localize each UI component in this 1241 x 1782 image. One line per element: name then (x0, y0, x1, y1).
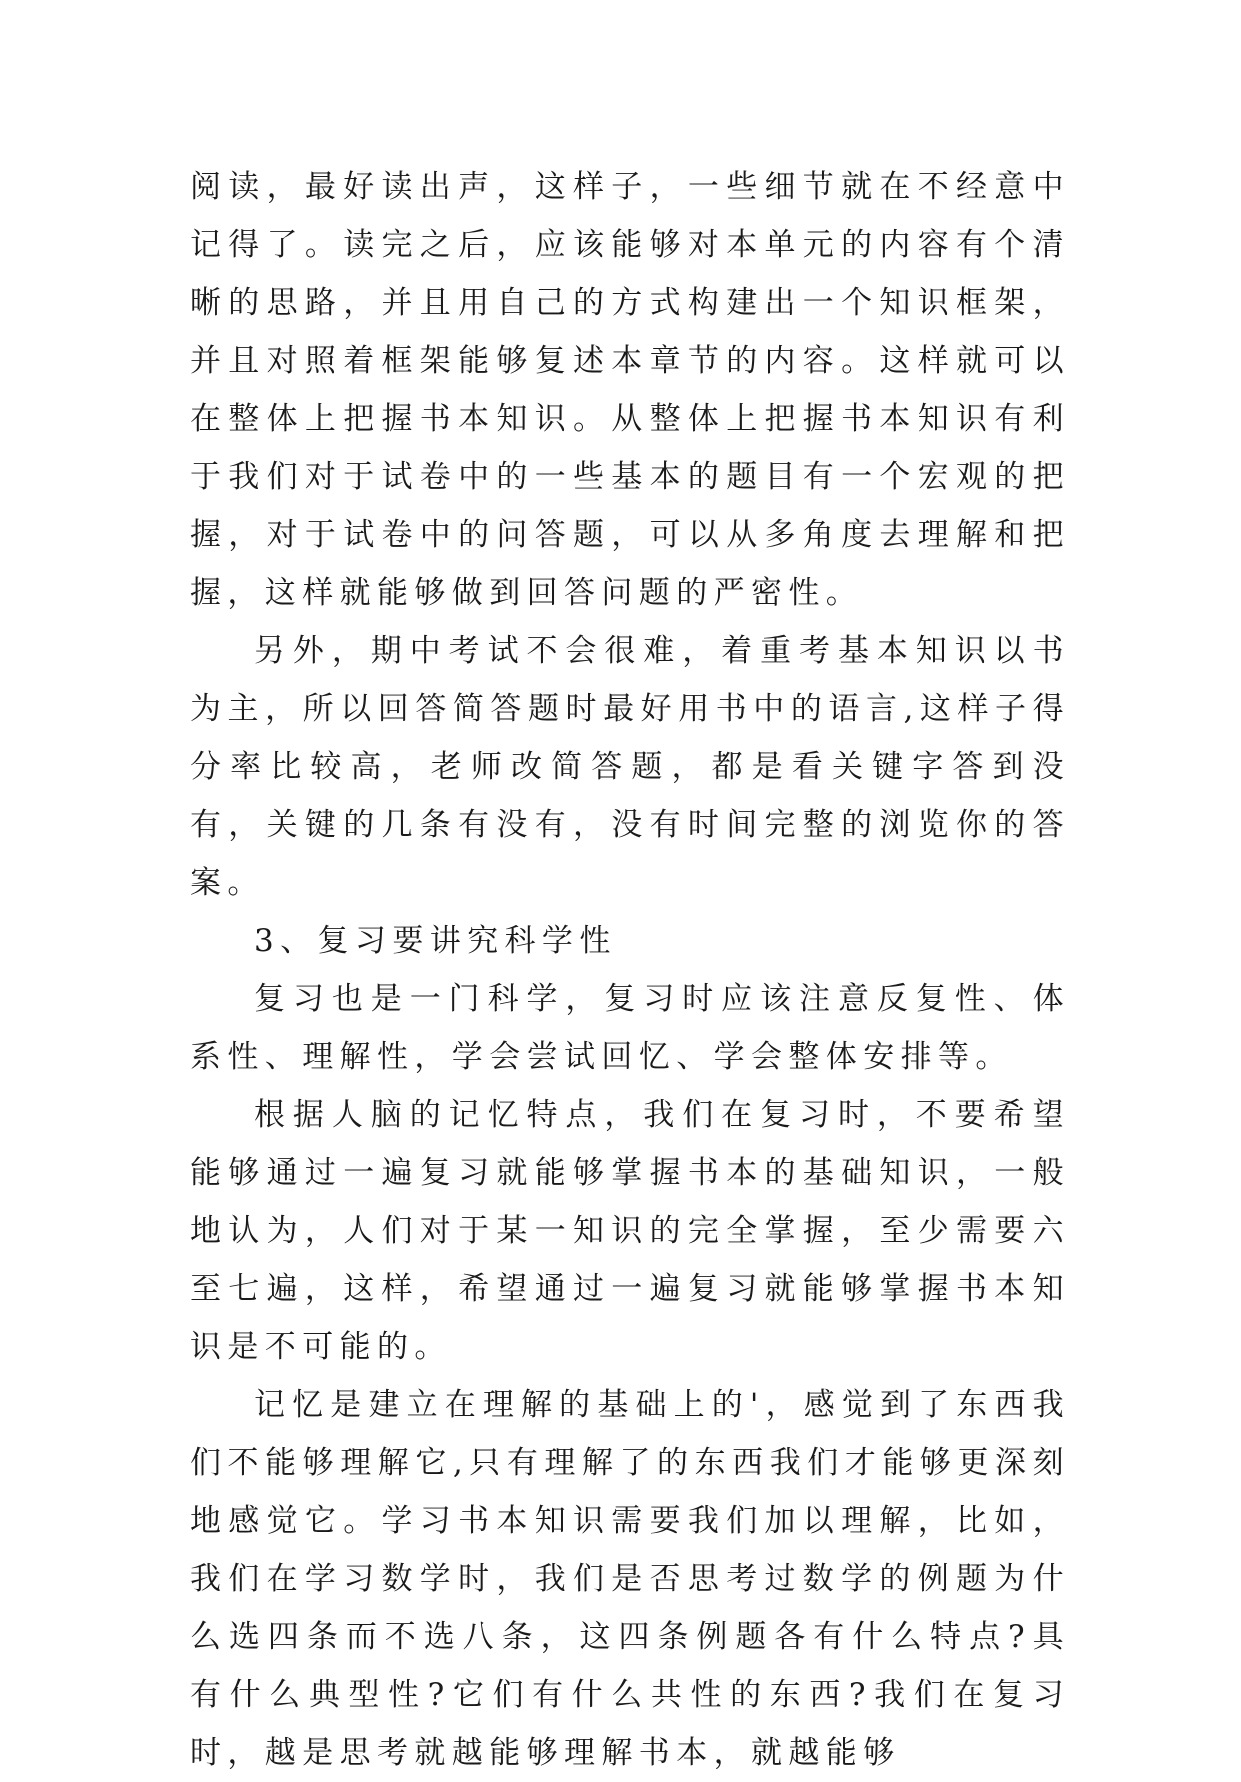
paragraph-5: 记忆是建立在理解的基础上的'，感觉到了东西我们不能够理解它,只有理解了的东西我们才能够更深刻地感觉它。学习书本知识需要我们加以理解，比如，我们在学习数学时，我们是否思考过数学的例题为什么选四条而不选八条，这四条例题各有什么特点?具有什么典型性?它们有什么共性的东西?我们在复习时，越是思考就越能够理解书本，就越能够 (190, 1387, 1070, 1771)
paragraph-1: 阅读，最好读出声，这样子，一些细节就在不经意中记得了。读完之后，应该能够对本单元的内容有个清晰的思路，并且用自己的方式构建出一个知识框架，并且对照着框架能够复述本章节的内容。这样就可以在整体上把握书本知识。从整体上把握书本知识有利于我们对于试卷中的一些基本的题目有一个宏观的把握，对于试卷中的问答题，可以从多角度去理解和把握，这样就能够做到回答问题的严密性。 (190, 169, 1070, 611)
paragraph-2: 另外，期中考试不会很难，着重考基本知识以书为主，所以回答简答题时最好用书中的语言,这样子得分率比较高，老师改简答题，都是看关键字答到没有，关键的几条有没有，没有时间完整的浏览你的答案。 (190, 633, 1070, 901)
paragraph-3: 复习也是一门科学，复习时应该注意反复性、体系性、理解性，学会尝试回忆、学会整体安排等。 (190, 981, 1070, 1075)
paragraph-4: 根据人脑的记忆特点，我们在复习时，不要希望能够通过一遍复习就能够掌握书本的基础知识，一般地认为，人们对于某一知识的完全掌握，至少需要六至七遍，这样，希望通过一遍复习就能够掌握书本知识是不可能的。 (190, 1097, 1070, 1365)
document-body (190, 158, 1070, 1782)
section-heading-3: 3、复习要讲究科学性 (254, 923, 617, 959)
